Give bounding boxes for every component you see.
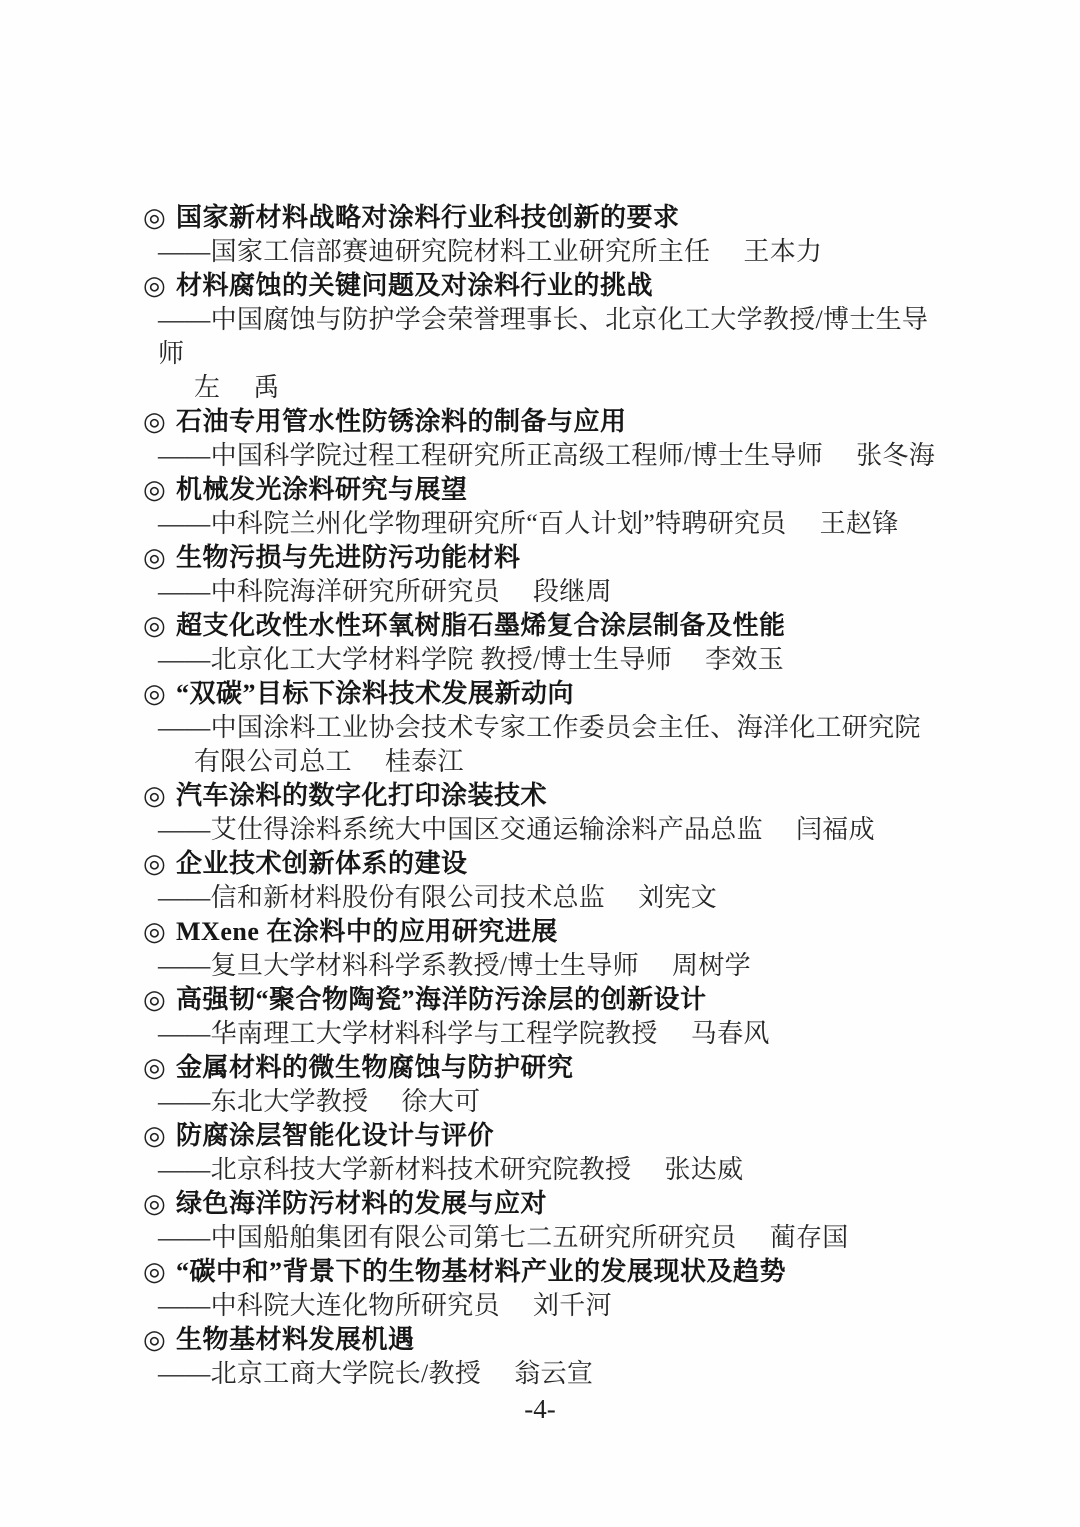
agenda-item-title-row [143,1323,953,1357]
topic-title: 防腐涂层智能化设计与评价 [176,1121,495,1150]
agenda-item [143,269,953,405]
agenda-item [143,915,953,983]
topic-title: 生物基材料发展机遇 [176,1325,415,1354]
speaker-line: ——国家工信部赛迪研究院材料工业研究所主任 王本力 [158,237,823,266]
speaker-line: ——中国船舶集团有限公司第七二五研究所研究员 蔺存国 [158,1223,849,1252]
agenda-item-title-row [143,269,953,303]
bullet-icon: ◎ [143,1257,166,1286]
bullet-icon: ◎ [143,611,166,640]
agenda-item [143,1119,953,1187]
agenda-item [143,609,953,677]
agenda-item-title-row [143,609,953,643]
speaker-line: ——华南理工大学材料科学与工程学院教授 马春风 [158,1019,770,1048]
agenda-item-title-row [143,677,953,711]
bullet-icon: ◎ [143,917,166,946]
speaker-line: ——艾仕得涂料系统大中国区交通运输涂料产品总监 闫福成 [158,815,875,844]
speaker-line: ——中国涂料工业协会技术专家工作委员会主任、海洋化工研究院 [158,713,921,742]
topic-title: 材料腐蚀的关键问题及对涂料行业的挑战 [176,271,654,300]
agenda-item-title-row [143,1187,953,1221]
speaker-line: ——北京科技大学新材料技术研究院教授 张达威 [158,1155,744,1184]
agenda-item [143,983,953,1051]
agenda-item-title-row [143,915,953,949]
bullet-icon: ◎ [143,781,166,810]
agenda-item-title-row [143,541,953,575]
speaker-line: ——中国腐蚀与防护学会荣誉理事长、北京化工大学教授/博士生导师 [158,305,929,368]
speaker-line: ——中科院海洋研究所研究员 段继周 [158,577,612,606]
agenda-item [143,779,953,847]
speaker-line: ——中国科学院过程工程研究所正高级工程师/博士生导师 张冬海 [158,441,936,470]
agenda-item [143,1255,953,1323]
bullet-icon: ◎ [143,1121,166,1150]
agenda-item [143,201,953,269]
agenda-item-title-row [143,1255,953,1289]
topic-title: “碳中和”背景下的生物基材料产业的发展现状及趋势 [176,1257,787,1286]
agenda-item [143,473,953,541]
agenda-item-title-row [143,779,953,813]
bullet-icon: ◎ [143,271,166,300]
bullet-icon: ◎ [143,475,166,504]
topic-title: 国家新材料战略对涂料行业科技创新的要求 [176,203,680,232]
bullet-icon: ◎ [143,1325,166,1354]
topic-title: “双碳”目标下涂料技术发展新动向 [176,679,575,708]
topic-title: MXene 在涂料中的应用研究进展 [176,917,558,946]
speaker-line: ——东北大学教授 徐大可 [158,1087,481,1116]
topic-title: 金属材料的微生物腐蚀与防护研究 [176,1053,574,1082]
topic-title: 超支化改性水性环氧树脂石墨烯复合涂层制备及性能 [176,611,786,640]
page-number: -4- [524,1394,556,1424]
agenda-item-title-row [143,1119,953,1153]
agenda-item-title-row [143,1051,953,1085]
bullet-icon: ◎ [143,849,166,878]
agenda-item [143,405,953,473]
topic-title: 汽车涂料的数字化打印涂装技术 [176,781,548,810]
agenda-item [143,541,953,609]
topic-title: 石油专用管水性防锈涂料的制备与应用 [176,407,627,436]
agenda-item-title-row [143,983,953,1017]
topic-title: 高强韧“聚合物陶瓷”海洋防污涂层的创新设计 [176,985,707,1014]
bullet-icon: ◎ [143,985,166,1014]
bullet-icon: ◎ [143,543,166,572]
speaker-line: ——信和新材料股份有限公司技术总监 刘宪文 [158,883,718,912]
agenda-item [143,1323,953,1391]
agenda-item [143,677,953,779]
agenda-item [143,1187,953,1255]
speaker-line: ——北京化工大学材料学院 教授/博士生导师 李效玉 [158,645,785,674]
agenda-item-title-row [143,201,953,235]
bullet-icon: ◎ [143,203,166,232]
bullet-icon: ◎ [143,1189,166,1218]
topic-title: 机械发光涂料研究与展望 [176,475,468,504]
speaker-line: ——复旦大学材料科学系教授/博士生导师 周树学 [158,951,751,980]
topic-title: 生物污损与先进防污功能材料 [176,543,521,572]
speaker-continuation-line: 左 禹 [194,373,280,402]
agenda-item-title-row [143,473,953,507]
topic-title: 绿色海洋防污材料的发展与应对 [176,1189,548,1218]
agenda-list [143,201,953,1391]
bullet-icon: ◎ [143,407,166,436]
speaker-line: ——中科院兰州化学物理研究所“百人计划”特聘研究员 王赵锋 [158,509,899,538]
bullet-icon: ◎ [143,679,166,708]
agenda-item [143,1051,953,1119]
agenda-item-title-row [143,405,953,439]
speaker-continuation-line: 有限公司总工 桂泰江 [194,747,464,776]
speaker-line: ——中科院大连化物所研究员 刘千河 [158,1291,612,1320]
agenda-item-title-row [143,847,953,881]
topic-title: 企业技术创新体系的建设 [176,849,468,878]
agenda-item [143,847,953,915]
bullet-icon: ◎ [143,1053,166,1082]
speaker-line: ——北京工商大学院长/教授 翁云宣 [158,1359,594,1388]
